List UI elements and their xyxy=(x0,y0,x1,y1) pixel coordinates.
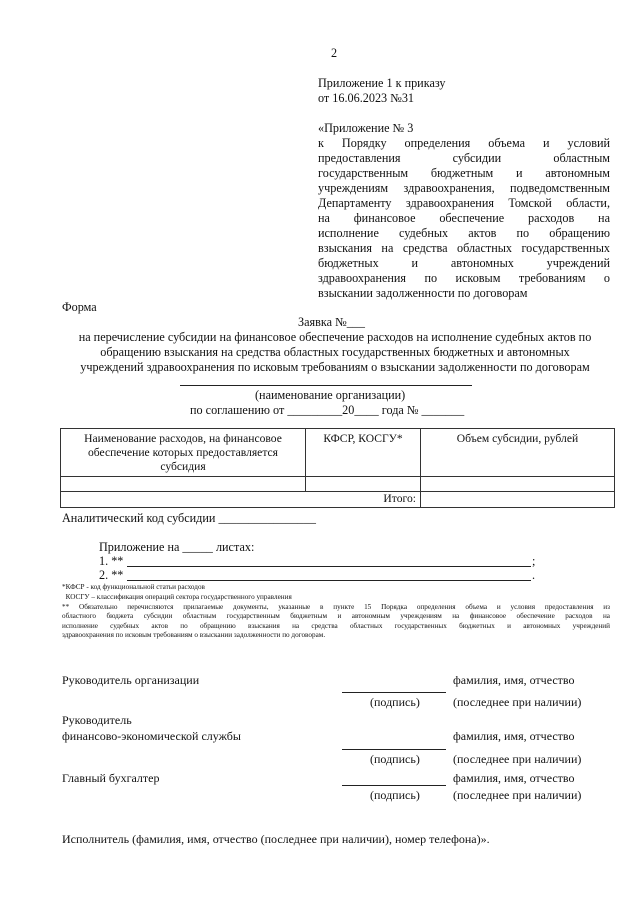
signature-head-line xyxy=(342,692,446,693)
header-expense-name: Наименование расходов, на финансовое обеспечение которых предоставляется субсидия xyxy=(61,429,306,477)
table-total-row xyxy=(61,492,615,508)
form-subtitle-line: на перечисление субсидии на финансовое обеспечение расходов на исполнение судебных актов по xyxy=(78,330,592,344)
analytic-code: Аналитический код субсидии ________________ xyxy=(62,511,316,525)
attachment-item-1-line xyxy=(127,566,531,567)
table-header-row xyxy=(61,429,615,477)
quote-body-line: здравоохранения по исковым требованиям о xyxy=(318,271,610,285)
quote-body-line: к Порядку определения объема и условий xyxy=(318,136,610,150)
attachment-item-1: 1. ** xyxy=(99,554,124,568)
form-title: Заявка №___ xyxy=(298,315,365,329)
subsidy-request-table xyxy=(60,428,615,508)
quote-body-line: бюджетных и автономных учреждений xyxy=(318,256,610,270)
signature-accountant-caption: (подпись) xyxy=(370,788,420,802)
page-number: 2 xyxy=(331,46,338,60)
executor-line: Исполнитель (фамилия, имя, отчество (последнее при наличии), номер телефона)». xyxy=(62,832,490,846)
signature-fin-label-2: финансово-экономической службы xyxy=(62,729,241,743)
signature-accountant-note: (последнее при наличии) xyxy=(453,788,582,802)
signature-fin-fio: фамилия, имя, отчество xyxy=(453,729,575,743)
footnote-documents-line: ** Обязательно перечисляются прилагаемые документы, указанные в пункте 15 Порядка определения объема и условия предоставления из xyxy=(62,603,610,611)
agreement-line: по соглашению от _________20____ года № _______ xyxy=(190,403,465,417)
cell-amount xyxy=(421,477,615,492)
attachment-item-2-line xyxy=(127,580,531,581)
attachment-item-2-end: . xyxy=(532,568,536,582)
form-label: Форма xyxy=(62,300,97,314)
form-subtitle-line: обращению взыскания на средства областных государственных бюджетных и автономных xyxy=(100,345,570,359)
footnote-documents-last: здравоохранения по исковым требованиям о взыскании задолженности по договорам. xyxy=(62,631,326,639)
signature-accountant-label: Главный бухгалтер xyxy=(62,771,160,785)
total-amount xyxy=(421,492,615,508)
signature-head-note: (последнее при наличии) xyxy=(453,695,582,709)
quote-title: «Приложение № 3 xyxy=(318,121,414,135)
signature-head-caption: (подпись) xyxy=(370,695,420,709)
quote-body-line: исполнение судебных актов по обращению xyxy=(318,226,610,240)
signature-head-label: Руководитель организации xyxy=(62,673,200,687)
quote-body xyxy=(318,136,610,286)
quote-body-line: на финансовое обеспечение расходов на xyxy=(318,211,610,225)
form-subtitle-line: учреждений здравоохранения по исковым требованиям о взыскании задолженности по договорам xyxy=(80,360,590,374)
signature-accountant-line xyxy=(342,785,446,786)
cell-code xyxy=(306,477,421,492)
footnote-kosgu: КОСГУ – классификация операций сектора государственного управления xyxy=(62,593,292,601)
table-row xyxy=(61,477,615,492)
signature-fin-caption: (подпись) xyxy=(370,752,420,766)
quote-last-line: взыскании задолженности по договорам xyxy=(318,286,528,300)
annex-date: от 16.06.2023 №31 xyxy=(318,91,415,105)
quote-body-line: государственным бюджетным и автономным xyxy=(318,166,610,180)
signature-accountant-fio: фамилия, имя, отчество xyxy=(453,771,575,785)
total-label: Итого: xyxy=(61,492,421,508)
footnote-kfsr: *КФСР - код функциональной статьи расходов xyxy=(62,583,205,591)
footnote-documents-line: исполнение судебных актов по обращению взыскания на средства областных государственных бюджетных и автономных учреждений xyxy=(62,621,610,630)
footnote-documents-line: областного бюджета субсидии областным государственным бюджетным и автономным учреждениям на финансовое обеспечение расходов на xyxy=(62,612,610,621)
quote-body-line: предоставления субсидии областным xyxy=(318,151,610,165)
annex-reference: Приложение 1 к приказу xyxy=(318,76,446,90)
header-kfsr-kosgu: КФСР, КОСГУ* xyxy=(306,429,421,477)
quote-body-line: Департаменту здравоохранения Томской области, xyxy=(318,196,610,210)
signature-fin-label-1: Руководитель xyxy=(62,713,132,727)
org-name-line xyxy=(180,385,472,386)
signature-head-fio: фамилия, имя, отчество xyxy=(453,673,575,687)
cell-expense xyxy=(61,477,306,492)
signature-fin-note: (последнее при наличии) xyxy=(453,752,582,766)
attachment-item-2: 2. ** xyxy=(99,568,124,582)
quote-body-line: взыскания на средства областных государственных xyxy=(318,241,610,255)
signature-fin-line xyxy=(342,749,446,750)
attachment-item-1-end: ; xyxy=(532,554,536,568)
header-subsidy-amount: Объем субсидии, рублей xyxy=(421,429,615,477)
footnote-documents xyxy=(62,603,610,631)
attachment-line: Приложение на _____ листах: xyxy=(99,540,255,554)
quote-body-line: учреждениям здравоохранения, подведомственным xyxy=(318,181,610,195)
form-subtitle xyxy=(50,330,620,375)
org-name-caption: (наименование организации) xyxy=(255,388,406,402)
